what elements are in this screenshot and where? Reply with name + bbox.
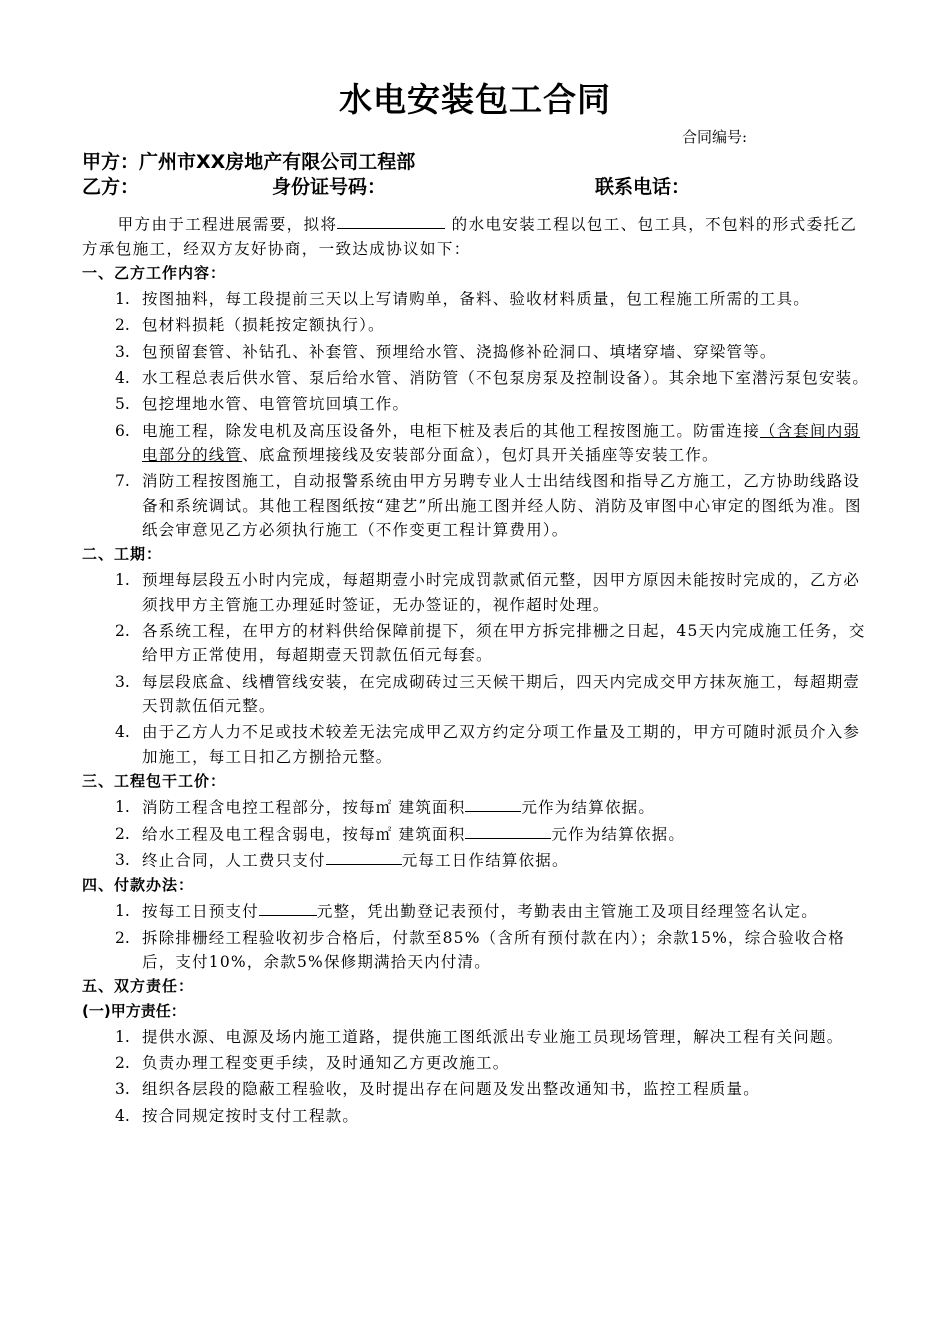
- item-number: 1.: [115, 571, 130, 590]
- section-4-heading: 四、付款办法：: [82, 875, 195, 894]
- section-5-list: [82, 1025, 872, 1128]
- item-text: 元作为结算依据。: [521, 798, 656, 817]
- section-1-list: [82, 287, 872, 542]
- section-3-list: [82, 795, 872, 873]
- project-name-blank: [337, 212, 445, 229]
- item-number: 2.: [115, 1054, 130, 1073]
- item-number: 1.: [115, 290, 130, 309]
- item-text: 、底盒预埋接线及安装部分面盒），包灯具开关插座等安装工作。: [242, 445, 719, 464]
- item-text: 消防工程含电控工程部分，按每㎡ 建筑面积: [142, 798, 466, 817]
- item-text: 提供水源、电源及场内施工道路，提供施工图纸派出专业施工员现场管理，解决工程有关问题。: [142, 1027, 844, 1046]
- contract-body: [82, 212, 872, 1128]
- item-text: 包材料损耗（损耗按定额执行）。: [142, 316, 385, 335]
- item-text: 每层段底盒、线槽管线安装，在完成砌砖过三天候干期后，四天内完成交甲方抹灰施工，每超期壹天罚款伍佰元整。: [142, 672, 861, 715]
- item-number: 2.: [115, 928, 130, 947]
- item-number: 3.: [115, 851, 130, 870]
- list-item: [82, 366, 872, 390]
- item-text: 包挖埋地水管、电管管坑回填工作。: [142, 395, 410, 414]
- section-4-list: [82, 899, 872, 974]
- item-text: 消防工程按图施工，自动报警系统由甲方另聘专业人士出结线图和指导乙方施工，乙方协助线路设备和系统调试。其他工程图纸按“建艺”所出施工图并经人防、消防及审图中心审定的图纸为准。图纸会审意见乙方必须执行施工（不作变更工程计算费用）。: [142, 472, 862, 539]
- item-number: 3.: [115, 1080, 130, 1099]
- list-item: [82, 848, 872, 873]
- section-1-heading: 一、乙方工作内容：: [82, 263, 227, 282]
- item-number: 3.: [115, 672, 130, 691]
- section-3-heading: 三、工程包干工价：: [82, 771, 227, 790]
- item-text: 电施工程，除发电机及高压设备外，电柜下桩及表后的其他工程按图施工。防雷连接: [142, 421, 760, 440]
- section-2-list: [82, 568, 872, 768]
- item-number: 2.: [115, 824, 130, 843]
- id-number-label: 身份证号码：: [272, 176, 387, 198]
- item-text: 给水工程及电工程含弱电，按每㎡ 建筑面积: [142, 824, 466, 843]
- section-5-heading: 五、双方责任：: [82, 977, 195, 996]
- item-text: 终止合同，人工费只支付: [142, 851, 326, 870]
- list-item: [82, 1051, 872, 1075]
- list-item: [82, 568, 872, 617]
- list-item: [82, 313, 872, 337]
- contract-number-label: 合同编号:: [682, 128, 748, 146]
- item-number: 1.: [115, 798, 130, 817]
- price-blank: [465, 822, 551, 839]
- item-number: 7.: [115, 472, 130, 491]
- list-item: [82, 619, 872, 668]
- item-text: 拆除排栅经工程验收初步合格后，付款至85%（含所有预付款在内）；余款15%，综合验收合格后，支付10%，余款5%保修期满拾天内付清。: [142, 928, 845, 971]
- price-blank: [465, 795, 521, 812]
- price-blank: [326, 848, 402, 865]
- intro-paragraph: [82, 212, 872, 261]
- item-number: 2.: [115, 316, 130, 335]
- item-text: 由于乙方人力不足或技术较差无法完成甲乙双方约定分项工作量及工期的，甲方可随时派员介入参加施工，每工日扣乙方捌拾元整。: [142, 723, 861, 766]
- list-item: [82, 1025, 872, 1049]
- intro-text-1: 甲方由于工程进展需要，拟将: [117, 215, 338, 234]
- list-item: [82, 469, 872, 542]
- list-item: [82, 670, 872, 719]
- item-text: 组织各层段的隐蔽工程验收，及时提出存在问题及发出整改通知书，监控工程质量。: [142, 1080, 760, 1099]
- intro-text-2: 的水电安装工程以包工、包工具，不包料的形式委托乙方承包施工，经双方友好协商，一致达成协议如下：: [82, 215, 858, 258]
- item-number: 1.: [115, 902, 130, 921]
- phone-label: 联系电话：: [595, 176, 691, 198]
- item-text: 元每工日作结算依据。: [401, 851, 569, 870]
- party-b-line: [82, 174, 942, 200]
- item-number: 1.: [115, 1027, 130, 1046]
- section-2-heading: 二、工期：: [82, 545, 163, 564]
- item-number: 5.: [115, 395, 130, 414]
- item-text: 按合同规定按时支付工程款。: [142, 1106, 360, 1125]
- party-a-duties-heading: (一)甲方责任：: [82, 1001, 186, 1020]
- item-number: 4.: [115, 369, 130, 388]
- party-b-label: 乙方：: [82, 176, 140, 198]
- item-text: 元作为结算依据。: [551, 824, 686, 843]
- daily-advance-blank: [259, 899, 317, 916]
- list-item: [82, 287, 872, 311]
- party-a-line: 甲方：广州市XX房地产有限公司工程部: [82, 151, 416, 173]
- list-item: [82, 419, 872, 468]
- item-number: 2.: [115, 622, 130, 641]
- item-number: 4.: [115, 1106, 130, 1125]
- list-item: [82, 926, 872, 975]
- list-item: [82, 822, 872, 847]
- list-item: [82, 795, 872, 820]
- list-item: [82, 340, 872, 364]
- item-text: 水工程总表后供水管、泵后给水管、消防管（不包泵房泵及控制设备）。其余地下室潜污泵包安装。: [142, 369, 870, 388]
- list-item: [82, 1077, 872, 1101]
- item-number: 3.: [115, 342, 130, 361]
- item-number: 4.: [115, 723, 130, 742]
- item-text: 各系统工程，在甲方的材料供给保障前提下，须在甲方拆完排栅之日起，45天内完成施工任务，交给甲方正常使用，每超期壹天罚款伍佰元每套。: [142, 622, 866, 665]
- item-text: 按图抽料，每工段提前三天以上写请购单，备料、验收材料质量，包工程施工所需的工具。: [142, 290, 811, 309]
- item-text: 预埋每层段五小时内完成，每超期壹小时完成罚款贰佰元整，因甲方原因未能按时完成的，乙方必须找甲方主管施工办理延时签证，无办签证的，视作超时处理。: [142, 571, 861, 614]
- list-item: [82, 392, 872, 416]
- underlined-text: （含套间内弱电部分的线管: [142, 421, 861, 464]
- item-text: 负责办理工程变更手续，及时通知乙方更改施工。: [142, 1054, 510, 1073]
- item-text: 包预留套管、补钻孔、补套管、预埋给水管、浇捣修补砼洞口、填堵穿墙、穿梁管等。: [142, 342, 777, 361]
- item-number: 6.: [115, 421, 130, 440]
- list-item: [82, 720, 872, 769]
- document-title: 水电安装包工合同: [339, 80, 611, 119]
- list-item: [82, 1104, 872, 1128]
- item-text: 元整，凭出勤登记表预付，考勤表由主管施工及项目经理签名认定。: [316, 902, 818, 921]
- list-item: [82, 899, 872, 924]
- item-text: 按每工日预支付: [142, 902, 259, 921]
